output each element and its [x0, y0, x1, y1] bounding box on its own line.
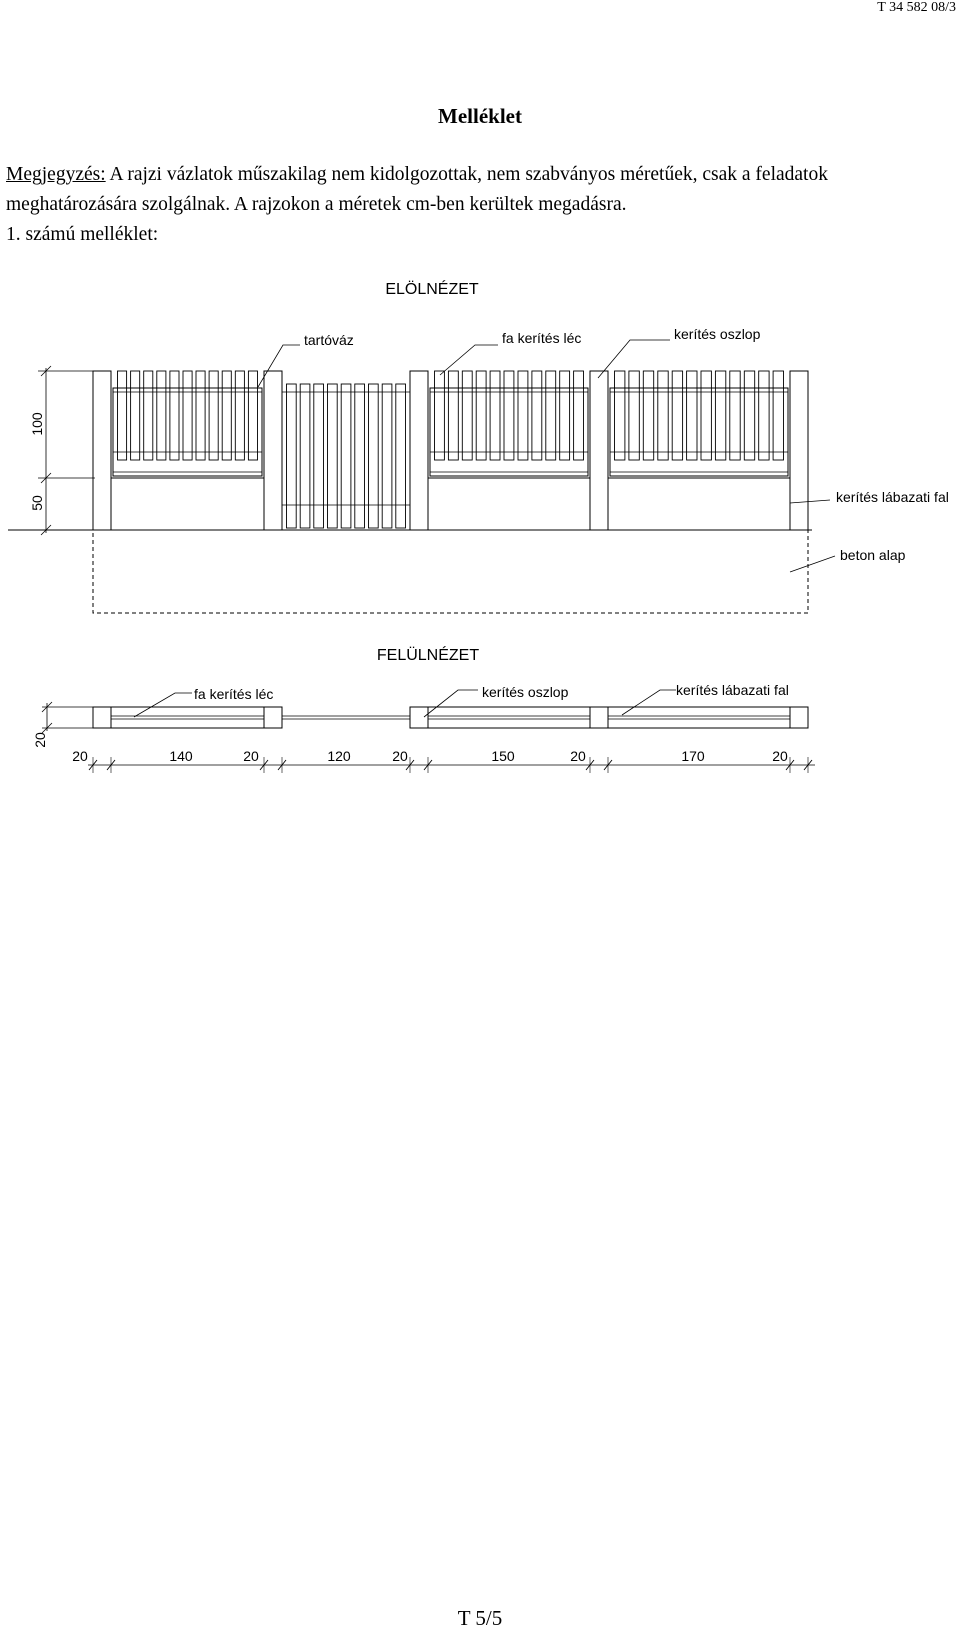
- slat-28: [532, 371, 542, 460]
- slat-19: [382, 384, 392, 528]
- slat-22: [448, 371, 458, 460]
- slat-43: [773, 371, 783, 460]
- slat-12: [287, 384, 297, 528]
- slat-34: [643, 371, 653, 460]
- slat-7: [196, 371, 205, 460]
- top-post-1: [93, 707, 111, 728]
- dim-chain-texts: [72, 748, 788, 764]
- slat-36: [672, 371, 682, 460]
- slat-15: [328, 384, 338, 528]
- top-post-3: [410, 707, 428, 728]
- top-post-2: [264, 707, 282, 728]
- slat-1: [118, 371, 127, 460]
- post-3: [410, 371, 428, 530]
- dim-label-3: 20: [243, 748, 259, 764]
- annex-label: 1. számú melléklet:: [6, 224, 159, 245]
- slat-37: [687, 371, 697, 460]
- top-label-post: kerítés oszlop: [482, 684, 569, 700]
- dim-label-1: 20: [72, 748, 88, 764]
- slat-11: [248, 371, 257, 460]
- label-foundation: beton alap: [840, 547, 906, 563]
- top-view-title: FELÜLNÉZET: [376, 647, 480, 664]
- label-post: kerítés oszlop: [674, 326, 761, 342]
- dim-label-4: 120: [327, 748, 351, 764]
- slat-27: [518, 371, 528, 460]
- top-label-slat: fa kerítés léc: [194, 686, 274, 702]
- dim-label-2: 140: [169, 748, 193, 764]
- slat-24: [476, 371, 486, 460]
- page-title: Melléklet: [438, 104, 522, 128]
- panel-frame-1: [113, 388, 262, 476]
- slat-18: [369, 384, 379, 528]
- concrete-foundation: [93, 530, 808, 613]
- post-5: [790, 371, 808, 530]
- slat-21: [435, 371, 445, 460]
- slat-2: [131, 371, 140, 460]
- dim-label-8: 170: [681, 748, 705, 764]
- post-2: [264, 371, 282, 530]
- slat-16: [341, 384, 351, 528]
- dim-upper: 100: [29, 412, 45, 436]
- slat-38: [701, 371, 711, 460]
- slat-30: [560, 371, 570, 460]
- slat-42: [759, 371, 769, 460]
- dim-depth: 20: [32, 732, 48, 748]
- slat-5: [170, 371, 179, 460]
- front-leaders: [258, 340, 835, 572]
- slat-25: [490, 371, 500, 460]
- note-text: A rajzi vázlatok műszakilag nem kidolgozottak, nem szabványos méretűek, csak a feladatok meghatározására szolgálnak. A rajzokon a méretek cm-ben kerültek megadásra.: [6, 164, 828, 215]
- slat-33: [629, 371, 639, 460]
- dim-label-7: 20: [570, 748, 586, 764]
- slat-39: [715, 371, 725, 460]
- slat-32: [615, 371, 625, 460]
- dim-label-6: 150: [491, 748, 515, 764]
- top-dim-depth: [42, 702, 95, 733]
- slat-20: [396, 384, 406, 528]
- post-4: [590, 371, 608, 530]
- slat-6: [183, 371, 192, 460]
- slat-41: [744, 371, 754, 460]
- slat-10: [235, 371, 244, 460]
- panel-frame-3: [610, 388, 788, 476]
- slat-4: [157, 371, 166, 460]
- slat-13: [300, 384, 310, 528]
- document-code: T 34 582 08/3: [877, 0, 956, 15]
- slat-9: [222, 371, 231, 460]
- front-slats: [118, 371, 784, 528]
- slat-35: [658, 371, 668, 460]
- dim-label-5: 20: [392, 748, 408, 764]
- slat-26: [504, 371, 514, 460]
- panel-frame-2: [430, 388, 588, 476]
- slat-3: [144, 371, 153, 460]
- slat-14: [314, 384, 324, 528]
- dim-lower: 50: [29, 495, 45, 511]
- slat-40: [730, 371, 740, 460]
- slat-29: [546, 371, 556, 460]
- front-dim-vertical: [38, 366, 95, 535]
- slat-23: [462, 371, 472, 460]
- dim-label-9: 20: [772, 748, 788, 764]
- top-label-base-wall: kerítés lábazati fal: [676, 682, 789, 698]
- label-slat: fa kerítés léc: [502, 330, 582, 346]
- top-post-4: [590, 707, 608, 728]
- top-post-5: [790, 707, 808, 728]
- slat-31: [574, 371, 584, 460]
- note-label: Megjegyzés:: [6, 164, 106, 185]
- post-1: [93, 371, 111, 530]
- label-frame: tartóváz: [304, 332, 354, 348]
- slat-17: [355, 384, 365, 528]
- front-view-title: ELÖLNÉZET: [385, 281, 479, 298]
- page-number: T 5/5: [457, 1606, 503, 1630]
- slat-8: [209, 371, 218, 460]
- label-base-wall: kerítés lábazati fal: [836, 489, 949, 505]
